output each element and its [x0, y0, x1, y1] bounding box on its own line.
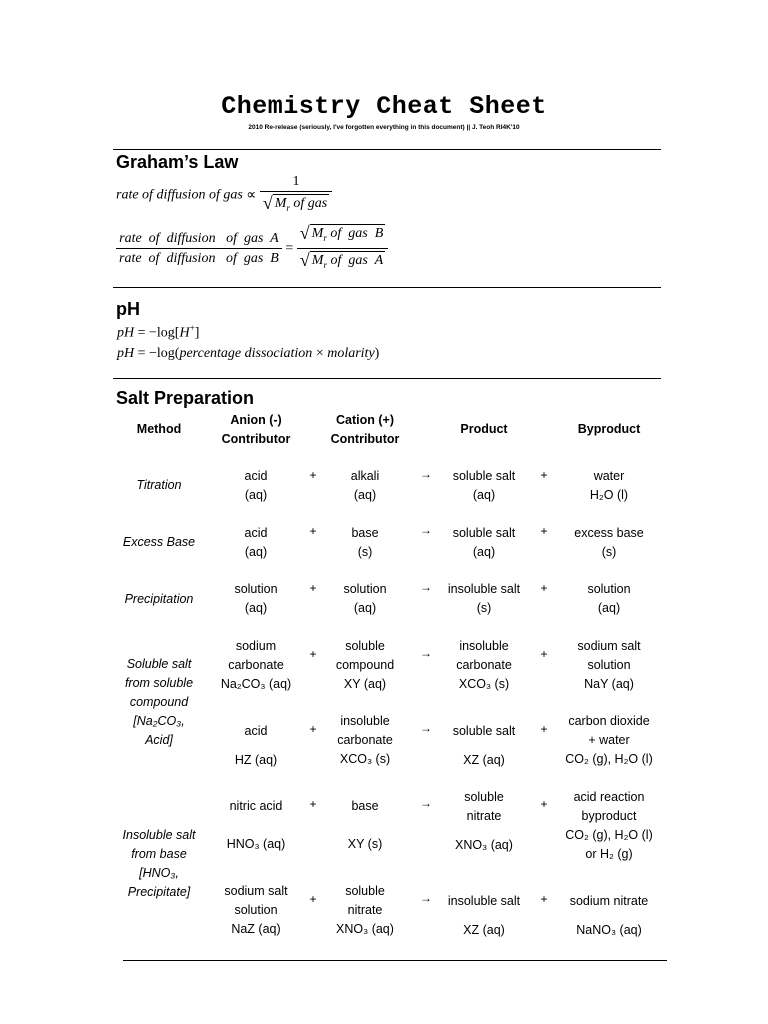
plus-sign: + — [309, 524, 317, 538]
method-line: [Na₂CO₃, — [133, 714, 185, 728]
col-header-anion-line1: Anion (-) — [230, 413, 282, 427]
byproduct-line: solution — [587, 582, 631, 596]
plus-sign: + — [540, 468, 548, 482]
cation-cell — [314, 797, 416, 854]
cation-line: base — [351, 799, 379, 813]
product-line: (aq) — [472, 488, 496, 502]
byproduct-line: NaNO₃ (aq) — [576, 923, 642, 937]
product-cell — [434, 580, 534, 618]
product-cell — [434, 637, 534, 694]
anion-line: nitric acid — [229, 799, 283, 813]
product-line: (s) — [476, 601, 492, 615]
eq2-lhs-den: rate of diffusion of gas B — [116, 248, 282, 267]
cation-line: alkali — [350, 469, 380, 483]
cation-line: base — [351, 526, 379, 540]
ph-eq2-c: percentage dissociation — [179, 346, 313, 361]
cation-line: XY (aq) — [343, 677, 387, 691]
byproduct-line: excess base — [574, 526, 644, 540]
arrow-icon: → — [420, 467, 432, 481]
anion-cell — [205, 797, 307, 854]
arrow-icon: → — [420, 796, 432, 810]
eq1-num: 1 — [292, 174, 300, 189]
method-titration: Titration — [136, 478, 182, 492]
byproduct-line: H₂O (l) — [589, 488, 629, 502]
plus-sign: + — [540, 647, 548, 661]
ph-eq2-a: pH — [117, 346, 135, 361]
plus-sign: + — [540, 892, 548, 906]
method-line: Precipitate] — [127, 885, 191, 899]
eq2-rhs-den-sub: r — [323, 259, 327, 270]
product-line: insoluble salt — [447, 582, 521, 596]
anion-cell — [205, 637, 307, 694]
product-line: soluble — [464, 790, 504, 804]
method-line: compound — [129, 695, 189, 709]
cation-line: XY (s) — [347, 837, 383, 851]
plus-sign: + — [540, 722, 548, 736]
col-header-method: Method — [136, 422, 182, 436]
cation-line: compound — [335, 658, 395, 672]
ph-equation-2 — [117, 346, 379, 362]
byproduct-line: sodium salt — [577, 639, 641, 653]
anion-line: (aq) — [244, 545, 268, 559]
col-header-byproduct: Byproduct — [577, 422, 641, 436]
byproduct-cell — [554, 712, 664, 769]
cation-cell — [314, 637, 416, 694]
ph-eq2-f: ) — [374, 346, 380, 361]
eq1-den-m: M — [274, 196, 287, 211]
product-line: insoluble — [459, 639, 509, 653]
anion-line: (aq) — [244, 488, 268, 502]
byproduct-cell — [554, 637, 664, 694]
byproduct-line: CO₂ (g), H₂O (l) — [565, 752, 653, 766]
product-line: carbonate — [456, 658, 512, 672]
method-insoluble-salt — [112, 826, 206, 902]
product-line: XZ (aq) — [463, 753, 505, 767]
eq2-lhs-fraction — [116, 231, 282, 267]
col-header-cation — [314, 411, 416, 449]
arrow-icon: → — [420, 891, 432, 905]
grahams-law-equation-2 — [116, 224, 388, 274]
plus-sign: + — [309, 647, 317, 661]
eq2-lhs-num: rate of diffusion of gas A — [119, 230, 279, 246]
anion-line: NaZ (aq) — [231, 922, 281, 936]
ph-eq1-d: ] — [194, 325, 200, 341]
method-excess-base: Excess Base — [122, 535, 196, 549]
byproduct-cell — [554, 467, 664, 505]
plus-sign: + — [540, 524, 548, 538]
byproduct-cell — [554, 788, 664, 864]
eq2-equals: = — [285, 240, 294, 256]
product-cell — [434, 722, 534, 770]
ph-eq1-sup: + — [189, 323, 195, 333]
byproduct-line: (aq) — [597, 601, 621, 615]
cation-line: XCO₃ (s) — [339, 752, 391, 766]
method-soluble-salt — [112, 655, 206, 750]
divider — [113, 287, 661, 288]
anion-line: (aq) — [244, 601, 268, 615]
divider — [113, 149, 661, 150]
ph-eq1-c: H — [179, 325, 190, 341]
ph-eq2-e: molarity — [327, 346, 375, 361]
anion-line: HNO₃ (aq) — [226, 837, 286, 851]
anion-line: HZ (aq) — [234, 753, 278, 767]
plus-sign: + — [309, 797, 317, 811]
anion-line: solution — [234, 903, 278, 917]
method-precipitation: Precipitation — [124, 592, 194, 606]
cation-cell — [314, 524, 416, 562]
cation-line: soluble — [345, 884, 385, 898]
anion-line: acid — [244, 724, 268, 738]
anion-cell — [205, 467, 307, 505]
cation-line: (s) — [357, 545, 373, 559]
arrow-icon: → — [420, 646, 432, 660]
eq2-rhs-den-rest: of gas A — [326, 252, 384, 268]
anion-line: solution — [234, 582, 278, 596]
product-cell — [434, 892, 534, 940]
section-heading-ph: pH — [116, 299, 140, 319]
cation-line: XNO₃ (aq) — [336, 922, 394, 936]
cation-cell — [314, 467, 416, 505]
page-subtitle: 2010 Re-release (seriously, I've forgotten everything in this document) || J. Teoh RI4K'10 — [248, 124, 520, 131]
divider — [123, 960, 667, 961]
eq1-den-rest: of gas — [289, 196, 328, 211]
cation-line: (aq) — [353, 601, 377, 615]
byproduct-line: byproduct — [581, 809, 637, 823]
plus-sign: + — [309, 468, 317, 482]
section-heading-salt-preparation: Salt Preparation — [116, 388, 255, 408]
byproduct-cell — [554, 580, 664, 618]
eq2-rhs-fraction: √ $M_r$ of gas B √ $M_r$ of gas A — [297, 224, 389, 274]
eq2-rhs-num-sub: r — [323, 232, 327, 243]
product-line: soluble salt — [452, 724, 516, 738]
anion-line: acid — [244, 469, 268, 483]
method-line: Soluble salt — [126, 657, 192, 671]
eq2-rhs-den-m: M — [311, 252, 324, 268]
byproduct-line: + water — [588, 733, 630, 747]
anion-line: carbonate — [228, 658, 284, 672]
product-cell — [434, 788, 534, 855]
plus-sign: + — [309, 722, 317, 736]
method-line: from soluble — [124, 676, 194, 690]
byproduct-line: acid reaction — [573, 790, 645, 804]
byproduct-line: water — [593, 469, 625, 483]
arrow-icon: → — [420, 580, 432, 594]
anion-cell — [205, 580, 307, 618]
product-line: XNO₃ (aq) — [455, 838, 513, 852]
cation-cell — [314, 580, 416, 618]
plus-sign: + — [309, 892, 317, 906]
byproduct-cell — [554, 524, 664, 562]
cation-cell — [314, 882, 416, 939]
arrow-icon: → — [420, 523, 432, 537]
cation-line: soluble — [345, 639, 385, 653]
method-line: Insoluble salt — [122, 828, 196, 842]
plus-sign: + — [540, 797, 548, 811]
byproduct-line: carbon dioxide — [568, 714, 650, 728]
ph-eq2-b: = −log( — [134, 346, 180, 361]
method-line: from base — [131, 847, 187, 861]
method-line: [HNO₃, — [139, 866, 179, 880]
byproduct-line: NaY (aq) — [584, 677, 634, 691]
eq1-fraction: 1 √ $M_r$ of gas — [260, 174, 332, 217]
eq1-den-sub: r — [286, 202, 290, 213]
byproduct-line: (s) — [601, 545, 617, 559]
anion-line: sodium salt — [224, 884, 288, 898]
eq1-lhs: rate of diffusion of gas — [116, 187, 243, 203]
product-line: insoluble salt — [447, 894, 521, 908]
col-header-anion — [205, 411, 307, 449]
col-header-cation-line2: Contributor — [330, 432, 400, 446]
divider — [113, 378, 661, 379]
product-line: XZ (aq) — [463, 923, 505, 937]
byproduct-line: or H₂ (g) — [585, 847, 633, 861]
anion-cell — [205, 882, 307, 939]
section-heading-grahams-law: Graham’s Law — [116, 152, 239, 172]
anion-line: acid — [244, 526, 268, 540]
col-header-anion-line2: Contributor — [221, 432, 291, 446]
plus-sign: + — [540, 581, 548, 595]
cation-line: solution — [343, 582, 387, 596]
product-line: soluble salt — [452, 526, 516, 540]
anion-line: Na₂CO₃ (aq) — [220, 677, 292, 691]
col-header-cation-line1: Cation (+) — [336, 413, 394, 427]
ph-eq1-a: pH — [117, 325, 135, 341]
byproduct-line: sodium nitrate — [569, 894, 649, 908]
byproduct-line: CO₂ (g), H₂O (l) — [565, 828, 653, 842]
product-line: nitrate — [466, 809, 502, 823]
byproduct-line: solution — [587, 658, 631, 672]
anion-cell — [205, 722, 307, 770]
cation-line: insoluble — [340, 714, 390, 728]
product-line: soluble salt — [452, 469, 516, 483]
ph-eq1-b: = −log[ — [134, 325, 180, 341]
cation-line: carbonate — [337, 733, 393, 747]
ph-eq2-d: × — [312, 346, 328, 361]
page-title: Chemistry Cheat Sheet — [221, 92, 547, 121]
product-line: XCO₃ (s) — [458, 677, 510, 691]
col-header-product: Product — [460, 422, 508, 436]
cation-line: (aq) — [353, 488, 377, 502]
product-line: (aq) — [472, 545, 496, 559]
plus-sign: + — [309, 581, 317, 595]
method-line: Acid] — [145, 733, 173, 747]
grahams-law-equation-1 — [116, 174, 332, 217]
byproduct-cell — [554, 892, 664, 940]
arrow-icon: → — [420, 721, 432, 735]
product-cell — [434, 467, 534, 505]
eq2-rhs-num-m: M — [311, 226, 324, 241]
eq2-rhs-num-rest: of gas B — [326, 226, 384, 241]
product-cell — [434, 524, 534, 562]
eq1-prop: ∝ — [246, 187, 257, 203]
cation-line: nitrate — [347, 903, 383, 917]
anion-line: sodium — [235, 639, 277, 653]
cation-cell — [314, 712, 416, 769]
anion-cell — [205, 524, 307, 562]
ph-equation-1 — [117, 323, 199, 342]
